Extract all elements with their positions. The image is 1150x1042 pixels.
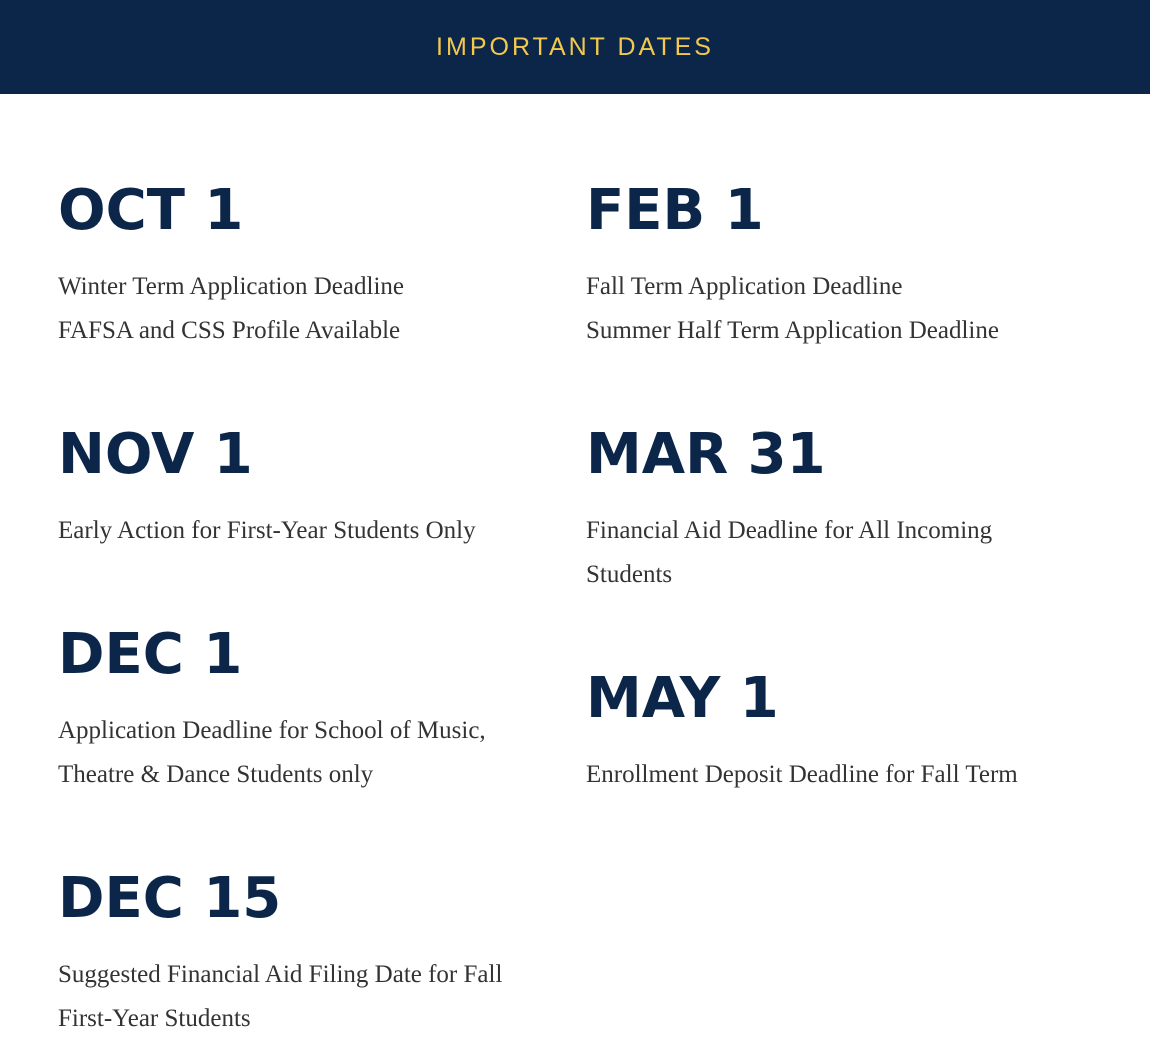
date-description	[586, 753, 1086, 797]
date-entry-feb-1	[586, 178, 1086, 353]
description-line: Enrollment Deposit Deadline for Fall Term	[586, 761, 1018, 788]
description-line: FAFSA and CSS Profile Available	[58, 317, 401, 344]
date-description	[58, 509, 558, 553]
page-title: IMPORTANT DATES	[436, 32, 714, 61]
description-line: First-Year Students	[58, 1005, 251, 1032]
description-line: Suggested Financial Aid Filing Date for Fall	[58, 961, 503, 988]
description-line: Financial Aid Deadline for All Incoming	[586, 517, 993, 544]
date-entry-dec-15	[58, 866, 558, 1041]
date-heading: DEC 15	[58, 866, 282, 931]
description-line: Theatre & Dance Students only	[58, 761, 374, 788]
description-line: Early Action for First-Year Students Only	[58, 517, 476, 544]
date-description	[586, 509, 1086, 597]
date-heading: MAY 1	[586, 666, 779, 731]
description-line: Winter Term Application Deadline	[58, 273, 404, 300]
date-heading: MAR 31	[586, 422, 826, 487]
date-description	[586, 265, 1086, 353]
description-line: Students	[586, 561, 673, 588]
date-entry-nov-1	[58, 422, 558, 553]
date-entry-dec-1	[58, 622, 558, 797]
date-heading: NOV 1	[58, 422, 253, 487]
description-line: Summer Half Term Application Deadline	[586, 317, 999, 344]
date-heading: OCT 1	[58, 178, 244, 243]
date-description	[58, 265, 558, 353]
description-line: Fall Term Application Deadline	[586, 273, 903, 300]
date-entry-oct-1	[58, 178, 558, 353]
date-description	[58, 953, 558, 1041]
header-banner	[0, 0, 1150, 94]
date-entry-mar-31	[586, 422, 1086, 597]
date-description	[58, 709, 558, 797]
description-line: Application Deadline for School of Music,	[58, 717, 486, 744]
date-heading: DEC 1	[58, 622, 243, 687]
date-heading: FEB 1	[586, 178, 764, 243]
date-entry-may-1	[586, 666, 1086, 797]
